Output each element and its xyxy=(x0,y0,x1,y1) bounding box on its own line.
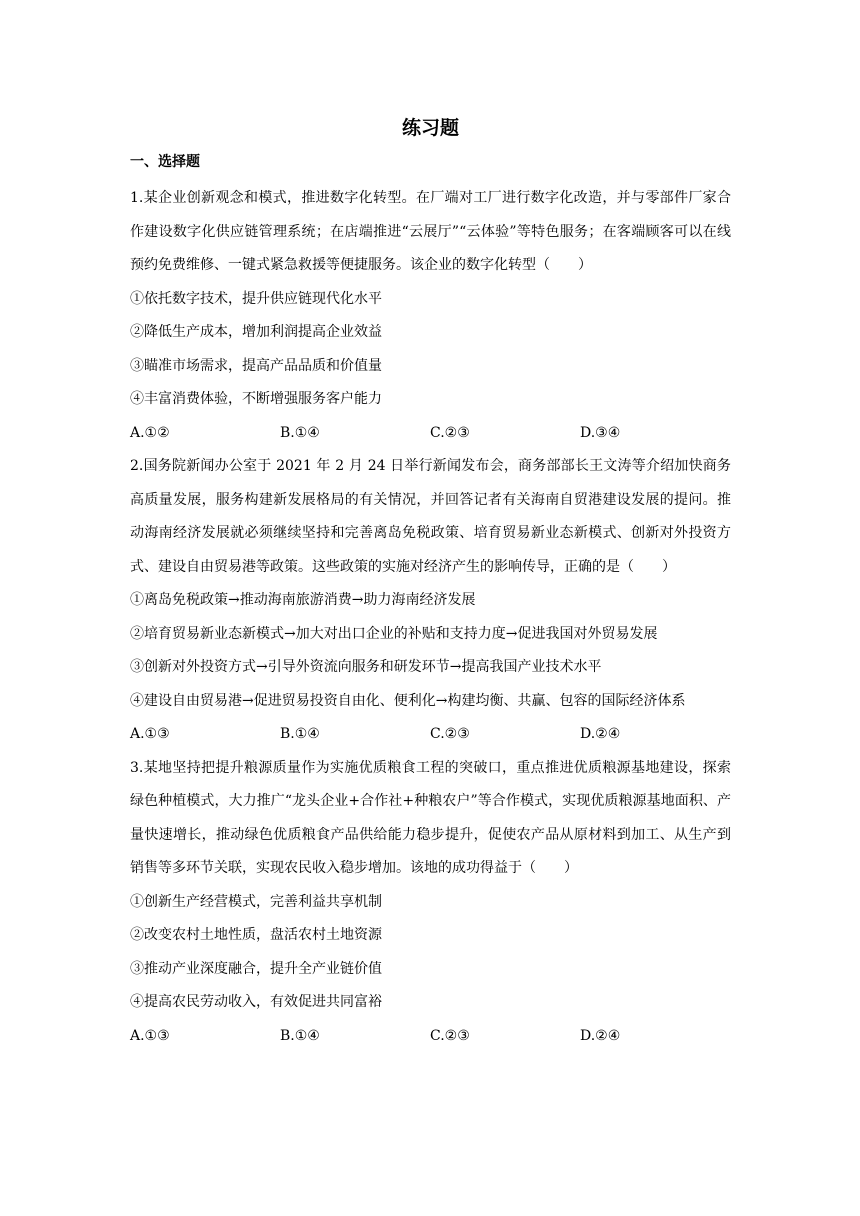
statement-3: ③推动产业深度融合，提升全产业链价值 xyxy=(130,960,382,977)
option-b[interactable]: B.①④ xyxy=(280,726,320,742)
section-heading: 一、选择题 xyxy=(130,154,200,170)
option-d[interactable]: D.②④ xyxy=(580,1027,621,1044)
statement-2: ②培育贸易新业态新模式→加大对出口企业的补贴和支持力度→促进我国对外贸易发展 xyxy=(130,625,658,642)
question-1 xyxy=(130,182,731,450)
statement-4: ④丰富消费体验，不断增强服务客户能力 xyxy=(130,391,382,407)
option-b[interactable]: B.①④ xyxy=(280,1027,320,1044)
option-c[interactable]: C.②③ xyxy=(430,1027,470,1044)
option-c[interactable]: C.②③ xyxy=(430,424,470,441)
option-a[interactable]: A.①③ xyxy=(130,1027,170,1044)
statement-1: ①创新生产经营模式，完善利益共享机制 xyxy=(130,893,382,910)
statement-1: ①依托数字技术，提升供应链现代化水平 xyxy=(130,290,382,307)
answer-options xyxy=(130,1020,731,1054)
question-stem: 1.某企业创新观念和模式，推进数字化转型。在厂端对工厂进行数字化改造，并与零部件厂家合作建设数字化供应链管理系统；在店端推进“云展厅”“云体验”等特色服务；在客端顾客可以在线预约免费维修、一键式紧急救援等便捷服务。该企业的数字化转型（ ） xyxy=(130,190,731,273)
statement-4: ④建设自由贸易港→促进贸易投资自由化、便利化→构建均衡、共赢、包容的国际经济体系 xyxy=(130,692,686,709)
statement-1: ①离岛免税政策→推动海南旅游消费→助力海南经济发展 xyxy=(130,592,476,608)
statement-2: ②降低生产成本，增加利润提高企业效益 xyxy=(130,324,382,340)
option-a[interactable]: A.①③ xyxy=(130,726,170,742)
answer-options xyxy=(130,417,731,451)
statement-3: ③创新对外投资方式→引导外资流向服务和研发环节→提高我国产业技术水平 xyxy=(130,659,602,675)
option-d[interactable]: D.②④ xyxy=(580,726,621,742)
statement-2: ②改变农村土地性质，盘活农村土地资源 xyxy=(130,927,382,943)
question-2 xyxy=(130,450,731,752)
question-stem: 3.某地坚持把提升粮源质量作为实施优质粮食工程的突破口，重点推进优质粮源基地建设，探索绿色种植模式，大力推广“龙头企业+合作社+种粮农户”等合作模式，实现优质粮源基地面积、产量快速增长，推动绿色优质粮食产品供给能力稳步提升，促使农产品从原材料到加工、从生产到销售等多环节关联，实现农民收入稳步增加。该地的成功得益于（ ） xyxy=(130,759,731,876)
option-a[interactable]: A.①② xyxy=(130,424,170,441)
option-c[interactable]: C.②③ xyxy=(430,726,470,742)
option-d[interactable]: D.③④ xyxy=(580,424,621,441)
statement-3: ③瞄准市场需求，提高产品品质和价值量 xyxy=(130,357,382,374)
option-b[interactable]: B.①④ xyxy=(280,424,320,441)
answer-options xyxy=(130,718,731,752)
statement-4: ④提高农民劳动收入，有效促进共同富裕 xyxy=(130,994,382,1010)
question-3 xyxy=(130,752,731,1054)
page-title: 练习题 xyxy=(401,117,459,139)
question-stem: 2.国务院新闻办公室于 2021 年 2 月 24 日举行新闻发布会，商务部部长王文涛等介绍加快商务高质量发展，服务构建新发展格局的有关情况，并回答记者有关海南自贸港建设发展的提问。推动海南经济发展就必须继续坚持和完善离岛免税政策、培育贸易新业态新模式、创新对外投资方式、建设自由贸易港等政策。这些政策的实施对经济产生的影响传导，正确的是（ ） xyxy=(130,458,731,575)
